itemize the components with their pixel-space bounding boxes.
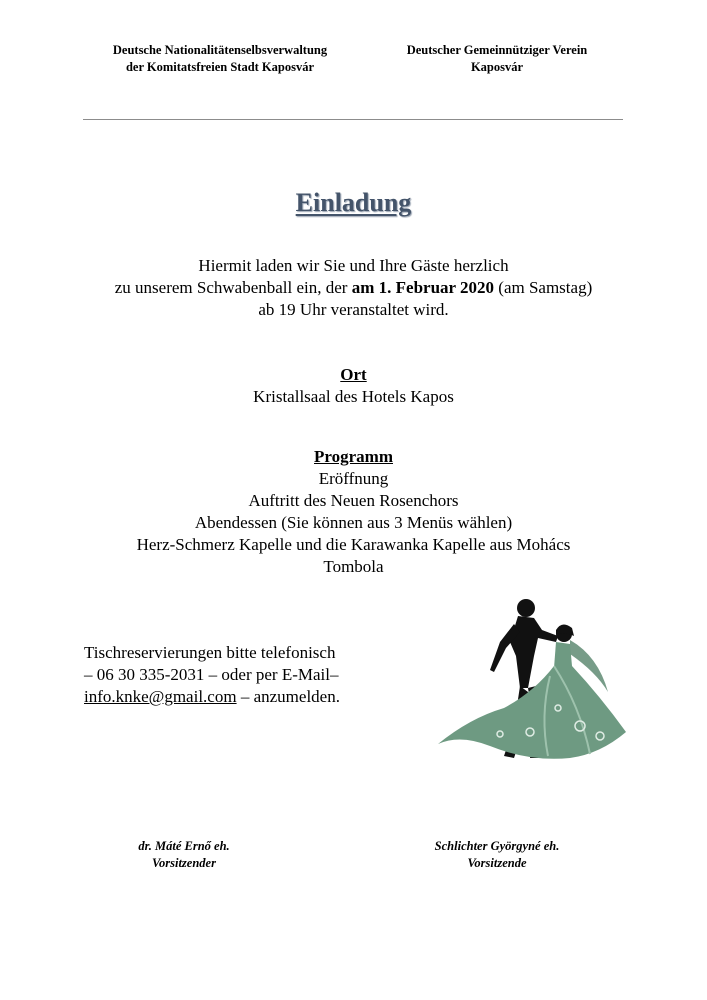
header-right-organization <box>372 42 622 76</box>
page-title: Einladung <box>295 188 412 217</box>
intro-line-2-start: zu unserem Schwabenball ein, der <box>114 278 352 297</box>
intro-line-1: Hiermit laden wir Sie und Ihre Gäste herzlich <box>198 256 509 275</box>
program-item: Abendessen (Sie können aus 3 Menüs wählen) <box>194 513 513 532</box>
header-left-line-2: der Komitatsfreien Stadt Kaposvár <box>125 60 315 74</box>
intro-line-2-end: (am Samstag) <box>494 278 593 297</box>
invitation-text <box>0 255 707 321</box>
reservation-line-1: Tischreservierungen bitte telefonisch <box>84 643 336 662</box>
dancing-couple-icon <box>430 596 630 768</box>
program-item: Herz-Schmerz Kapelle und die Karawanka Kapelle aus Mohács <box>136 535 571 554</box>
reservation-line-3-end: – anzumelden. <box>236 687 340 706</box>
header-right-line-1: Deutscher Gemeinnütziger Verein <box>406 43 588 57</box>
intro-line-2 <box>0 277 707 299</box>
email-link[interactable]: info.knke@gmail.com <box>84 687 237 706</box>
program-item: Auftritt des Neuen Rosenchors <box>248 491 459 510</box>
program-section <box>0 446 707 578</box>
signature-right-role: Vorsitzende <box>467 856 527 870</box>
signature-left-name: dr. Máté Ernő eh. <box>138 839 230 853</box>
signature-left-role: Vorsitzender <box>152 856 216 870</box>
program-heading: Programm <box>314 447 393 466</box>
intro-line-3: ab 19 Uhr veranstaltet wird. <box>258 300 449 319</box>
signature-left <box>84 838 284 872</box>
location-heading: Ort <box>340 365 367 384</box>
signature-right-name: Schlichter Györgyné eh. <box>434 839 560 853</box>
reservation-line-2: – 06 30 335-2031 – oder per E-Mail– <box>84 665 339 684</box>
program-item: Eröffnung <box>318 469 389 488</box>
signature-right <box>397 838 597 872</box>
reservation-text <box>84 642 404 708</box>
header-left-organization <box>95 42 345 76</box>
header-divider <box>83 119 623 120</box>
reservation-line-3 <box>84 686 404 708</box>
header-right-line-2: Kaposvár <box>470 60 524 74</box>
location-section <box>0 364 707 408</box>
location-value: Kristallsaal des Hotels Kapos <box>253 387 454 406</box>
program-item: Tombola <box>323 557 384 576</box>
event-date: am 1. Februar 2020 <box>351 278 495 297</box>
header-left-line-1: Deutsche Nationalitätenselbsverwaltung <box>112 43 328 57</box>
